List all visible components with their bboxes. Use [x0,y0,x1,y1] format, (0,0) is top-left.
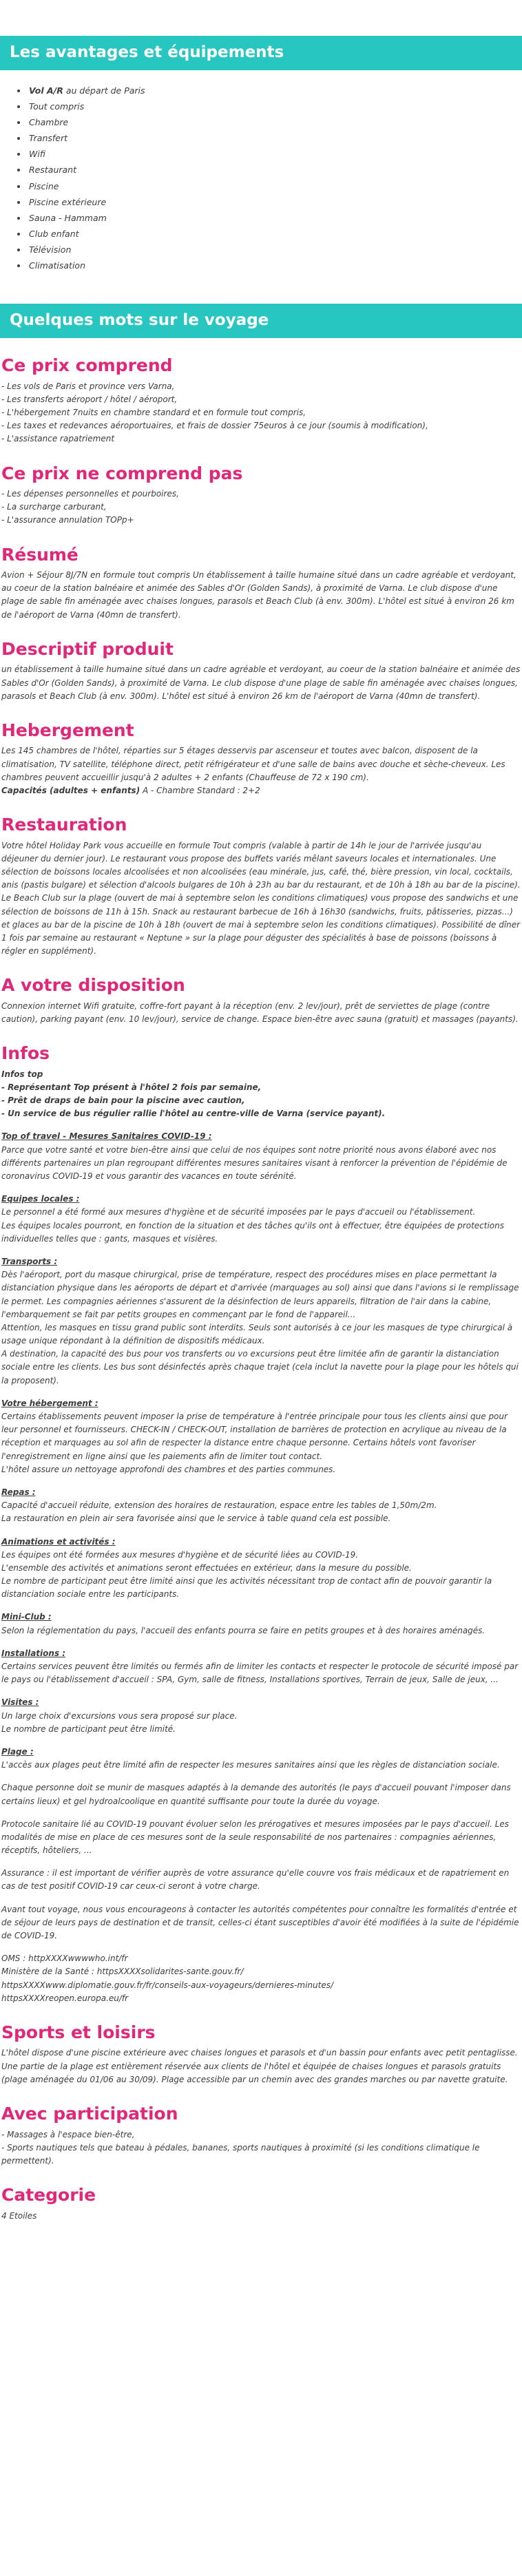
price-included-item: - Les transferts aéroport / hôtel / aéroport, [1,394,178,404]
infos-block-body [1,1759,521,1772]
equipment-item-label: Sauna - Hammam [29,212,107,223]
equipment-item-bold: Vol A/R [29,85,63,96]
product-heading: Descriptif produit [1,638,174,659]
available-text: Connexion internet Wifi gratuite, coffre-fort payant à la réception (env. 2 lev/jour), prêt de serviettes de plage (contre caution), parking payant (env. 10 lev/jour), service de change. Espace bien-être avec sauna (gratuit) et massages (payants). [1,1001,519,1025]
restaurant-heading: Restauration [1,815,127,835]
equipment-item-label: Piscine [29,180,59,191]
infos-block-title: Transports : [1,1256,58,1266]
infos-links [1,1952,521,2005]
equipment-item [28,258,522,273]
infos-block-title: Animations et activités : [1,1536,116,1547]
infos-block-line: Le personnel a été formé aux mesures d'hygiène et de sécurité imposées par le pays d'accueil ou l'établissement. [1,1207,476,1217]
summary-text: Avion + Séjour 8J/7N en formule tout compris Un établissement à taille humaine situé dans un cadre agréable et verdoyant, au coeur de la station balnéaire et animée des Sables d'Or (Golden Sands), à proximité de Varna. Le club dispose d'une plage de sable fin aménagée avec chaises longues, parasols et Beach Club (à env. 300m). L'hôtel est situé à environ 26 km de l'aéroport de Varna (40mn de transfert). [1,570,516,620]
infos-block-line: Dès l'aéroport, port du masque chirurgical, prise de température, respect des procédures mises en place permettant la distanciation physique dans les aéroports de départ et d'arrivée (marquages au sol) ainsi que dans l'avions si le remplissage le permet. Les compagnies aériennes s'assurent de la désinfection de leurs appareils, filtration de l'air dans la cabine, l'embarquement se fait par petits groupes en commençant par le fond de l'appareil... [1,1270,519,1319]
equipment-item-label: Transfert [29,133,68,144]
available-section [0,974,522,1026]
price-included-item: - L'hébergement 7nuits en chambre standard et en formule tout compris, [1,407,306,417]
infos-block-title: Top of travel - Mesures Sanitaires COVID-19 : [1,1131,212,1142]
equipment-item-label: Club enfant [29,228,79,239]
capacity-value: A - Chambre Standard : 2+2 [140,785,260,795]
equipment-item [28,226,522,242]
equipment-item [28,146,522,162]
link-sante[interactable]: Ministère de la Santé : httpsXXXXsolidarites-sante.gouv.fr/ [1,1967,244,1977]
infos-block-line: La restauration en plein air sera favorisée ainsi que le service à table quand cela est possible. [1,1514,391,1524]
infos-block-title: Plage : [1,1746,34,1757]
price-included-section [0,355,522,446]
infos-block-line: Certains services peuvent être limités ou fermés afin de limiter les contacts et respecter le protocole de sécurité imposé par le pays ou l'établissement d'accueil : SPA, Gym, salle de fitness, Installations sportives, Terrain de jeux, Salle de jeux, ... [1,1662,519,1685]
lodging-text: Les 145 chambres de l'hôtel, réparties sur 5 étages desservis par ascenseur et toutes avec balcon, disposent de la climatisation, TV satellite, téléphone direct, petit réfrigérateur et d'une salle de bains avec douche et sèche-cheveux. Les chambres peuvent accueillir jusqu'à 2 adultes + 2 enfants (Chauffeuse de 72 x 190 cm). [1,746,505,782]
price-included-item: - L'assistance rapatriement [1,434,115,444]
fees-item: - Sports nautiques tels que bateau à pédales, bananes, sports nautiques à proximité (si les conditions climatique le permettent). [1,2142,480,2166]
infos-paragraph: Chaque personne doit se munir de masques adaptés à la demande des autorités (le pays d'accueil pouvant l'imposer dans certains lieux) et gel hydroalcoolique en quantité suffisante pour toute la durée du voyage. [1,1783,511,1806]
sports-heading: Sports et loisirs [1,2022,156,2042]
infos-block-title: Repas : [1,1487,36,1497]
price-excluded-item: - La surcharge carburant, [1,502,107,512]
price-excluded-item: - L'assurance annulation TOPp+ [1,515,134,525]
fees-item: - Massages à l'espace bien-être, [1,2129,135,2139]
infos-block-body [1,1549,521,1602]
infos-heading: Infos [1,1043,50,1064]
infos-bold-line: - Représentant Top présent à l'hôtel 2 fois par semaine, [1,1082,262,1092]
equipment-item-label: Restaurant [29,165,76,176]
infos-block-line: Un large choix d'excursions vous sera proposé sur place. [1,1710,238,1721]
infos-bold-line: - Prêt de draps de bain pour la piscine avec caution, [1,1096,245,1106]
price-excluded-heading: Ce prix ne comprend pas [1,463,243,483]
infos-block-line: Les équipes locales pourront, en fonction de la situation et des tâches qu'ils ont à effectuer, être équipées de protections individuelles telles que : gants, masques et visières. [1,1220,504,1244]
infos-paragraph: Avant tout voyage, nous vous encourageons à contacter les autorités compétentes pour connaître les formalités d'entrée et de séjour de leurs pays de destination et de transit, celles-ci étant susceptibles d'avoir été modifiées à la suite de l'épidémie de COVID-19. [1,1904,519,1941]
equipment-item-label: Climatisation [29,260,86,271]
lodging-heading: Hebergement [1,720,134,740]
lodging-section [0,720,522,797]
infos-block-body [1,1710,521,1736]
infos-block-line: A destination, la capacité des bus pour vos transferts ou vo excursions peut être limitée afin de garantir la distanciation sociale entre les clients. Les bus sont désinfectés après chaque trajet (cela inclut la navette pour la plage pour les hôtels qui la proposent). [1,1349,519,1385]
infos-block-line: L'accès aux plages peut être limité afin de respecter les mesures sanitaires ainsi que les règles de distanciation sociale. [1,1760,500,1770]
equipment-item-label: Télévision [29,244,72,255]
equipment-item-label: Tout compris [29,101,85,112]
category-section [0,2184,522,2227]
infos-blocks [1,1130,521,1772]
infos-block-line: Les équipes ont été formées aux mesures d'hygiène et de sécurité liées au COVID-19. [1,1549,359,1560]
infos-block-line: Le nombre de participant peut être limité. [1,1724,176,1734]
infos-paragraph: Assurance : il est important de vérifier auprès de votre assurance qu'elle couvre vos frais médicaux et de rapatriement en cas de test positif COVID-19 car ceux-ci seront à votre charge. [1,1868,510,1892]
advantages-band: Les avantages et équipements [0,36,522,70]
infos-block-title: Installations : [1,1648,66,1658]
equipment-item [28,130,522,146]
infos-block-body [1,1499,521,1525]
summary-heading: Résumé [1,544,79,565]
infos-paragraphs [1,1781,521,1943]
price-included-item: - Les vols de Paris et province vers Varna, [1,381,175,391]
price-included-heading: Ce prix comprend [1,355,173,376]
infos-label: Infos top [1,1069,43,1079]
equipment-item [28,83,522,98]
infos-block-line: Attention, les masques en tissu grand public sont interdits. Seuls sont autorisés à ce jour les masques de type chirurgical à usage unique répondant à la définition de dispositifs médicaux. [1,1322,513,1346]
equipment-item [28,98,522,114]
infos-paragraph: Protocole sanitaire lié au COVID-19 pouvant évoluer selon les prérogatives et mesures imposées par le pays d'accueil. Les modalités de mise en place de ces mesures sont de la seule responsabilité de nos partenaires : compagnies aériennes, réceptifs, hôteliers, ... [1,1819,510,1856]
price-excluded-section [0,463,522,527]
sports-text: L'hôtel dispose d'une piscine extérieure avec chaises longues et parasols et d'un bassin pour enfants avec petit pentaglisse. Une partie de la plage est entièrement réservée aux clients de l'hôtel et équipée de chaises longues et parasols gratuits (plage aménagée du 01/06 au 30/09). Plage accessible par un chemin avec des grandes marches ou par navette gratuite. [1,2048,518,2084]
infos-block-body [1,1624,521,1637]
infos-block-line: Capacité d'accueil réduite, extension des horaires de restauration, espace entre les tables de 1,50m/2m. [1,1500,437,1511]
infos-block-line: Certains établissements peuvent imposer la prise de température à l'entrée principale pour tous les clients ainsi que pour leur personnel et fournisseurs. CHECK-IN / CHECK-OUT, installation de barrières de protection en acrylique au niveau de la réception et marquages au sol afin de respecter la distance entre chaque personne. Certains hôtels vont favoriser l'enregistrement en ligne ainsi que les paiements afin de limiter tout contact. [1,1412,508,1461]
equipment-item-label: Piscine extérieure [29,196,107,207]
link-oms[interactable]: OMS : httpXXXXwwwwho.int/fr [1,1954,128,1964]
infos-block-body [1,1206,521,1246]
infos-block-title: Visites : [1,1697,39,1708]
fees-heading: Avec participation [1,2104,178,2124]
link-diplomatie[interactable]: httpsXXXXwww.diplomatie.gouv.fr/fr/conseils-aux-voyageurs/dernieres-minutes/ [1,1980,334,1990]
infos-block-body [1,1410,521,1476]
product-section [0,638,522,703]
equipment-item [28,162,522,178]
link-reopen[interactable]: httpsXXXXreopen.europa.eu/fr [1,1993,129,2003]
equipment-item-label: Wifi [29,149,45,160]
price-excluded-item: - Les dépenses personnelles et pourboires, [1,489,179,499]
restaurant-section [0,814,522,958]
equipment-item [28,210,522,226]
category-heading: Categorie [1,2185,96,2206]
price-included-item: - Les taxes et redevances aéroportuaires, et frais de dossier 75euros à ce jour (soumis à modification), [1,421,428,431]
infos-block-line: L'ensemble des activités et animations seront effectuées en extérieur, dans la mesure du possible. [1,1562,412,1573]
equipment-item [28,242,522,258]
infos-block-title: Equipes locales : [1,1194,80,1204]
equipment-item [28,194,522,210]
equipment-item [28,178,522,194]
equipment-item [28,114,522,130]
words-band: Quelques mots sur le voyage [0,304,522,338]
fees-section [0,2103,522,2168]
infos-block-line: Selon la réglementation du pays, l'accueil des enfants pourra se faire en petits groupes et à des horaires aménagés. [1,1625,486,1635]
infos-block-title: Votre hébergement : [1,1398,98,1408]
infos-block-line: L'hôtel assure un nettoyage approfondi des chambres et des parties communes. [1,1464,336,1474]
equipment-item-label: au départ de Paris [63,85,145,96]
infos-block-body [1,1144,521,1184]
summary-section [0,544,522,622]
sports-section [0,2022,522,2086]
lodging-capacity [1,784,521,797]
infos-block-line: Le nombre de participant peut être limité ainsi que les activités nécessitant trop de contact afin de pouvoir garantir la distanciation sociale entre les participants. [1,1576,492,1600]
price-excluded-list [1,488,521,527]
infos-block-line: Parce que votre santé et votre bien-être ainsi que celui de nos équipes sont notre priorité nous avons élaboré avec nos différents partenaires un plan regroupant différentes mesures sanitaires visant à renforcer la prévention de l'épidémie de coronavirus COVID-19 et vous garantir des vacances en toute sérénité. [1,1144,508,1182]
restaurant-text: Votre hôtel Holiday Park vous accueille en formule Tout compris (valable à partir de 14h le jour de l'arrivée jusqu'au déjeuner du dernier jour). Le restaurant vous propose des buffets variés mêlant saveurs locales et internationales. Une sélection de boissons locales alcoolisées et non alcoolisées (eau minérale, jus, café, thé, bière pression, vin local, cocktails, anis (pastis bulgare) et sélection d'alcools bulgares de 10h à 23h au bar du restaurant, et de 10h à 18h au bar de la piscine). Le Beach Club sur la plage (ouvert de mai à septembre selon les conditions climatiques) vous propose des sandwichs et une sélection de boissons de 11h à 15h. Snack au restaurant barbecue de 16h à 16h30 (sandwichs, fruits, pâtisseries, pizzas...) et glaces au bar de la piscine de 10h à 18h (ouvert de mai à septembre selon les conditions climatiques). Possibilité de dîner 1 fois par semaine au restaurant « Neptune » sur la plage pour déguster des spécialités à base de poissons (boissons à régler en supplément). [1,840,521,956]
infos-bold-line: - Un service de bus régulier rallie l'hôtel au centre-ville de Varna (service payant). [1,1109,386,1119]
equipment-item-label: Chambre [29,117,69,128]
price-included-list [1,380,521,446]
infos-block-body [1,1660,521,1686]
infos-block-title: Mini-Club : [1,1612,52,1622]
fees-list [1,2128,521,2168]
available-heading: A votre disposition [1,975,185,996]
infos-block-body [1,1268,521,1388]
capacity-label: Capacités (adultes + enfants) [1,785,140,795]
product-text: un établissement à taille humaine situé dans un cadre agréable et verdoyant, au coeur de la station balnéaire et animée des Sables d'Or (Golden Sands), à proximité de Varna. Le club dispose d'une plage de sable fin aménagée avec chaises longues, parasols et Beach Club (à env. 300m). L'hôtel est situé à environ 26 km de l'aéroport de Varna (40mn de transfert). [1,664,521,701]
category-value: 4 Etoiles [1,2210,37,2221]
equipment-list [0,83,522,274]
infos-section [0,1043,522,2005]
